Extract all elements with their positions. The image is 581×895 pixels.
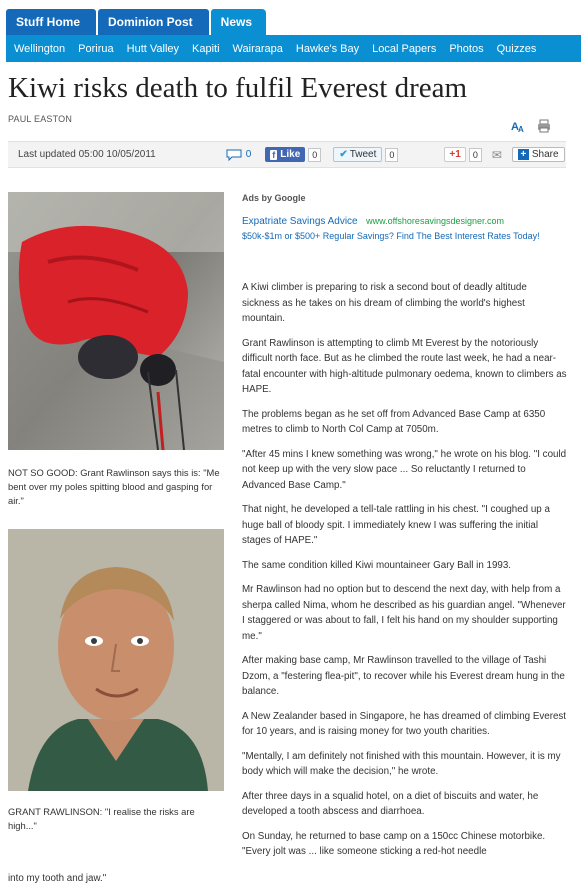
nav-hawkes-bay[interactable]: Hawke's Bay [295, 42, 360, 55]
nav-wellington[interactable]: Wellington [14, 42, 66, 55]
facebook-like[interactable] [265, 147, 321, 162]
comments-link[interactable] [226, 149, 252, 161]
ad-url-link[interactable]: www.offshoresavingsdesigner.com [366, 216, 504, 226]
article-paragraph: On Sunday, he returned to base camp on a 150cc Chinese motorbike. "Every jolt was ... like someone sticking a red-hot needle [242, 830, 546, 857]
tweet[interactable] [333, 147, 398, 162]
article-paragraph: After making base camp, Mr Rawlinson travelled to the village of Tashi Dzom, a "festering flea-pit", to recover while his Everest dream hung in the balance. [242, 655, 565, 697]
article-paragraph: A Kiwi climber is preparing to risk a second bout of deadly altitude sickness as he takes on his dream of climbing the world's highest mountain. [242, 282, 527, 324]
google-ads [242, 193, 567, 244]
nav-wairarapa[interactable]: Wairarapa [232, 42, 283, 55]
crumb-news[interactable]: News [211, 9, 266, 35]
tweet-count: 0 [385, 148, 398, 162]
nav-kapiti[interactable]: Kapiti [192, 42, 220, 55]
ad-description: $50k-$1m or $500+ Regular Savings? Find The Best Interest Rates Today! [242, 231, 540, 241]
regions-nav [6, 35, 581, 62]
article-paragraph: Grant Rawlinson is attempting to climb Mt Everest by the notoriously difficult north face. But as he climbed the route last week, he had a near-fatal encounter with high-altitude pulmonary oedema, known to climbers as HAPE. [242, 337, 567, 395]
plus-icon: + [518, 149, 529, 160]
article-paragraph-tail: into my tooth and jaw." [8, 873, 107, 884]
article-paragraph: Mr Rawlinson had no option but to descend the next day, with help from a sherpa called Nima, whom he described as his guardian angel. "Whenever I staggered or was about to fall, I felt his hand on my shoulder supporting me." [242, 584, 566, 642]
email-icon[interactable]: ✉ [491, 147, 502, 162]
breadcrumb [6, 9, 268, 35]
article-paragraph: A New Zealander based in Singapore, he has dreamed of climbing Everest for 10 years, and is raising money for two youth charities. [242, 710, 567, 737]
photo-climber-bent-over [8, 192, 224, 450]
article-paragraph: That night, he developed a tell-tale rattling in his chest. "I coughed up a huge ball of bloody spit. I immediately knew I was suffering the initial stages of HAPE." [242, 504, 550, 546]
photo-grant-rawlinson [8, 529, 224, 791]
photo1-caption: NOT SO GOOD: Grant Rawlinson says this is: "Me bent over my poles spitting blood and gasping for air." [8, 467, 220, 506]
comments-count: 0 [245, 149, 252, 160]
ads-label: Ads by Google [242, 193, 306, 203]
svg-text:A: A [511, 121, 519, 133]
crumb-stuff-home[interactable]: Stuff Home [6, 9, 96, 35]
crumb-dominion-post[interactable]: Dominion Post [98, 9, 209, 35]
nav-photos[interactable]: Photos [449, 42, 484, 55]
like-label: Like [280, 149, 301, 160]
nav-quizzes[interactable]: Quizzes [496, 42, 537, 55]
article-paragraph: "After 45 mins I knew something was wrong," he wrote on his blog. "I could not keep up with the very slow pace ... So reluctantly I returned to Advanced Base Camp." [242, 448, 567, 491]
article-body [242, 280, 567, 869]
article-paragraph: After three days in a squalid hotel, on a diet of biscuits and water, he developed a tooth abscess and diarrhoea. [242, 790, 539, 817]
facebook-icon: f [272, 149, 276, 160]
photo2-caption: GRANT RAWLINSON: "I realise the risks are high..." [8, 806, 195, 831]
like-button[interactable] [265, 147, 305, 162]
tweet-label: Tweet [349, 149, 377, 160]
google-plus[interactable] [444, 147, 481, 162]
like-count: 0 [308, 148, 321, 162]
page-title: Kiwi risks death to fulfil Everest dream [8, 72, 468, 104]
article-paragraph: The same condition killed Kiwi mountaineer Gary Ball in 1993. [242, 559, 512, 571]
share-bar [8, 141, 566, 168]
article-paragraph: "Mentally, I am definitely not finished with this mountain. However, it is my body which will make the decision," he wrote. [242, 750, 561, 777]
share-label: Share [531, 149, 559, 160]
article-tools [509, 117, 553, 135]
article-paragraph: The problems began as he set off from Advanced Base Camp at 6350 metres to climb to North Col Camp at 7050m. [242, 408, 546, 435]
ad-title-link[interactable]: Expatriate Savings Advice [242, 216, 358, 227]
print-icon[interactable] [535, 117, 553, 135]
gplus-button[interactable]: +1 [444, 147, 465, 162]
text-size-icon[interactable] [509, 117, 527, 135]
last-updated: Last updated 05:00 10/05/2011 [18, 149, 156, 160]
nav-porirua[interactable]: Porirua [78, 42, 114, 55]
comment-icon [226, 149, 242, 161]
share-button[interactable] [512, 147, 565, 162]
author: PAUL EASTON [8, 114, 73, 124]
tweet-button[interactable] [333, 147, 382, 162]
site-navigation [0, 0, 581, 62]
nav-local-papers[interactable]: Local Papers [372, 42, 437, 55]
nav-hutt-valley[interactable]: Hutt Valley [126, 42, 180, 55]
gplus-count: 0 [469, 148, 482, 162]
twitter-icon: ✔ [339, 149, 348, 160]
svg-text:A: A [518, 125, 524, 134]
